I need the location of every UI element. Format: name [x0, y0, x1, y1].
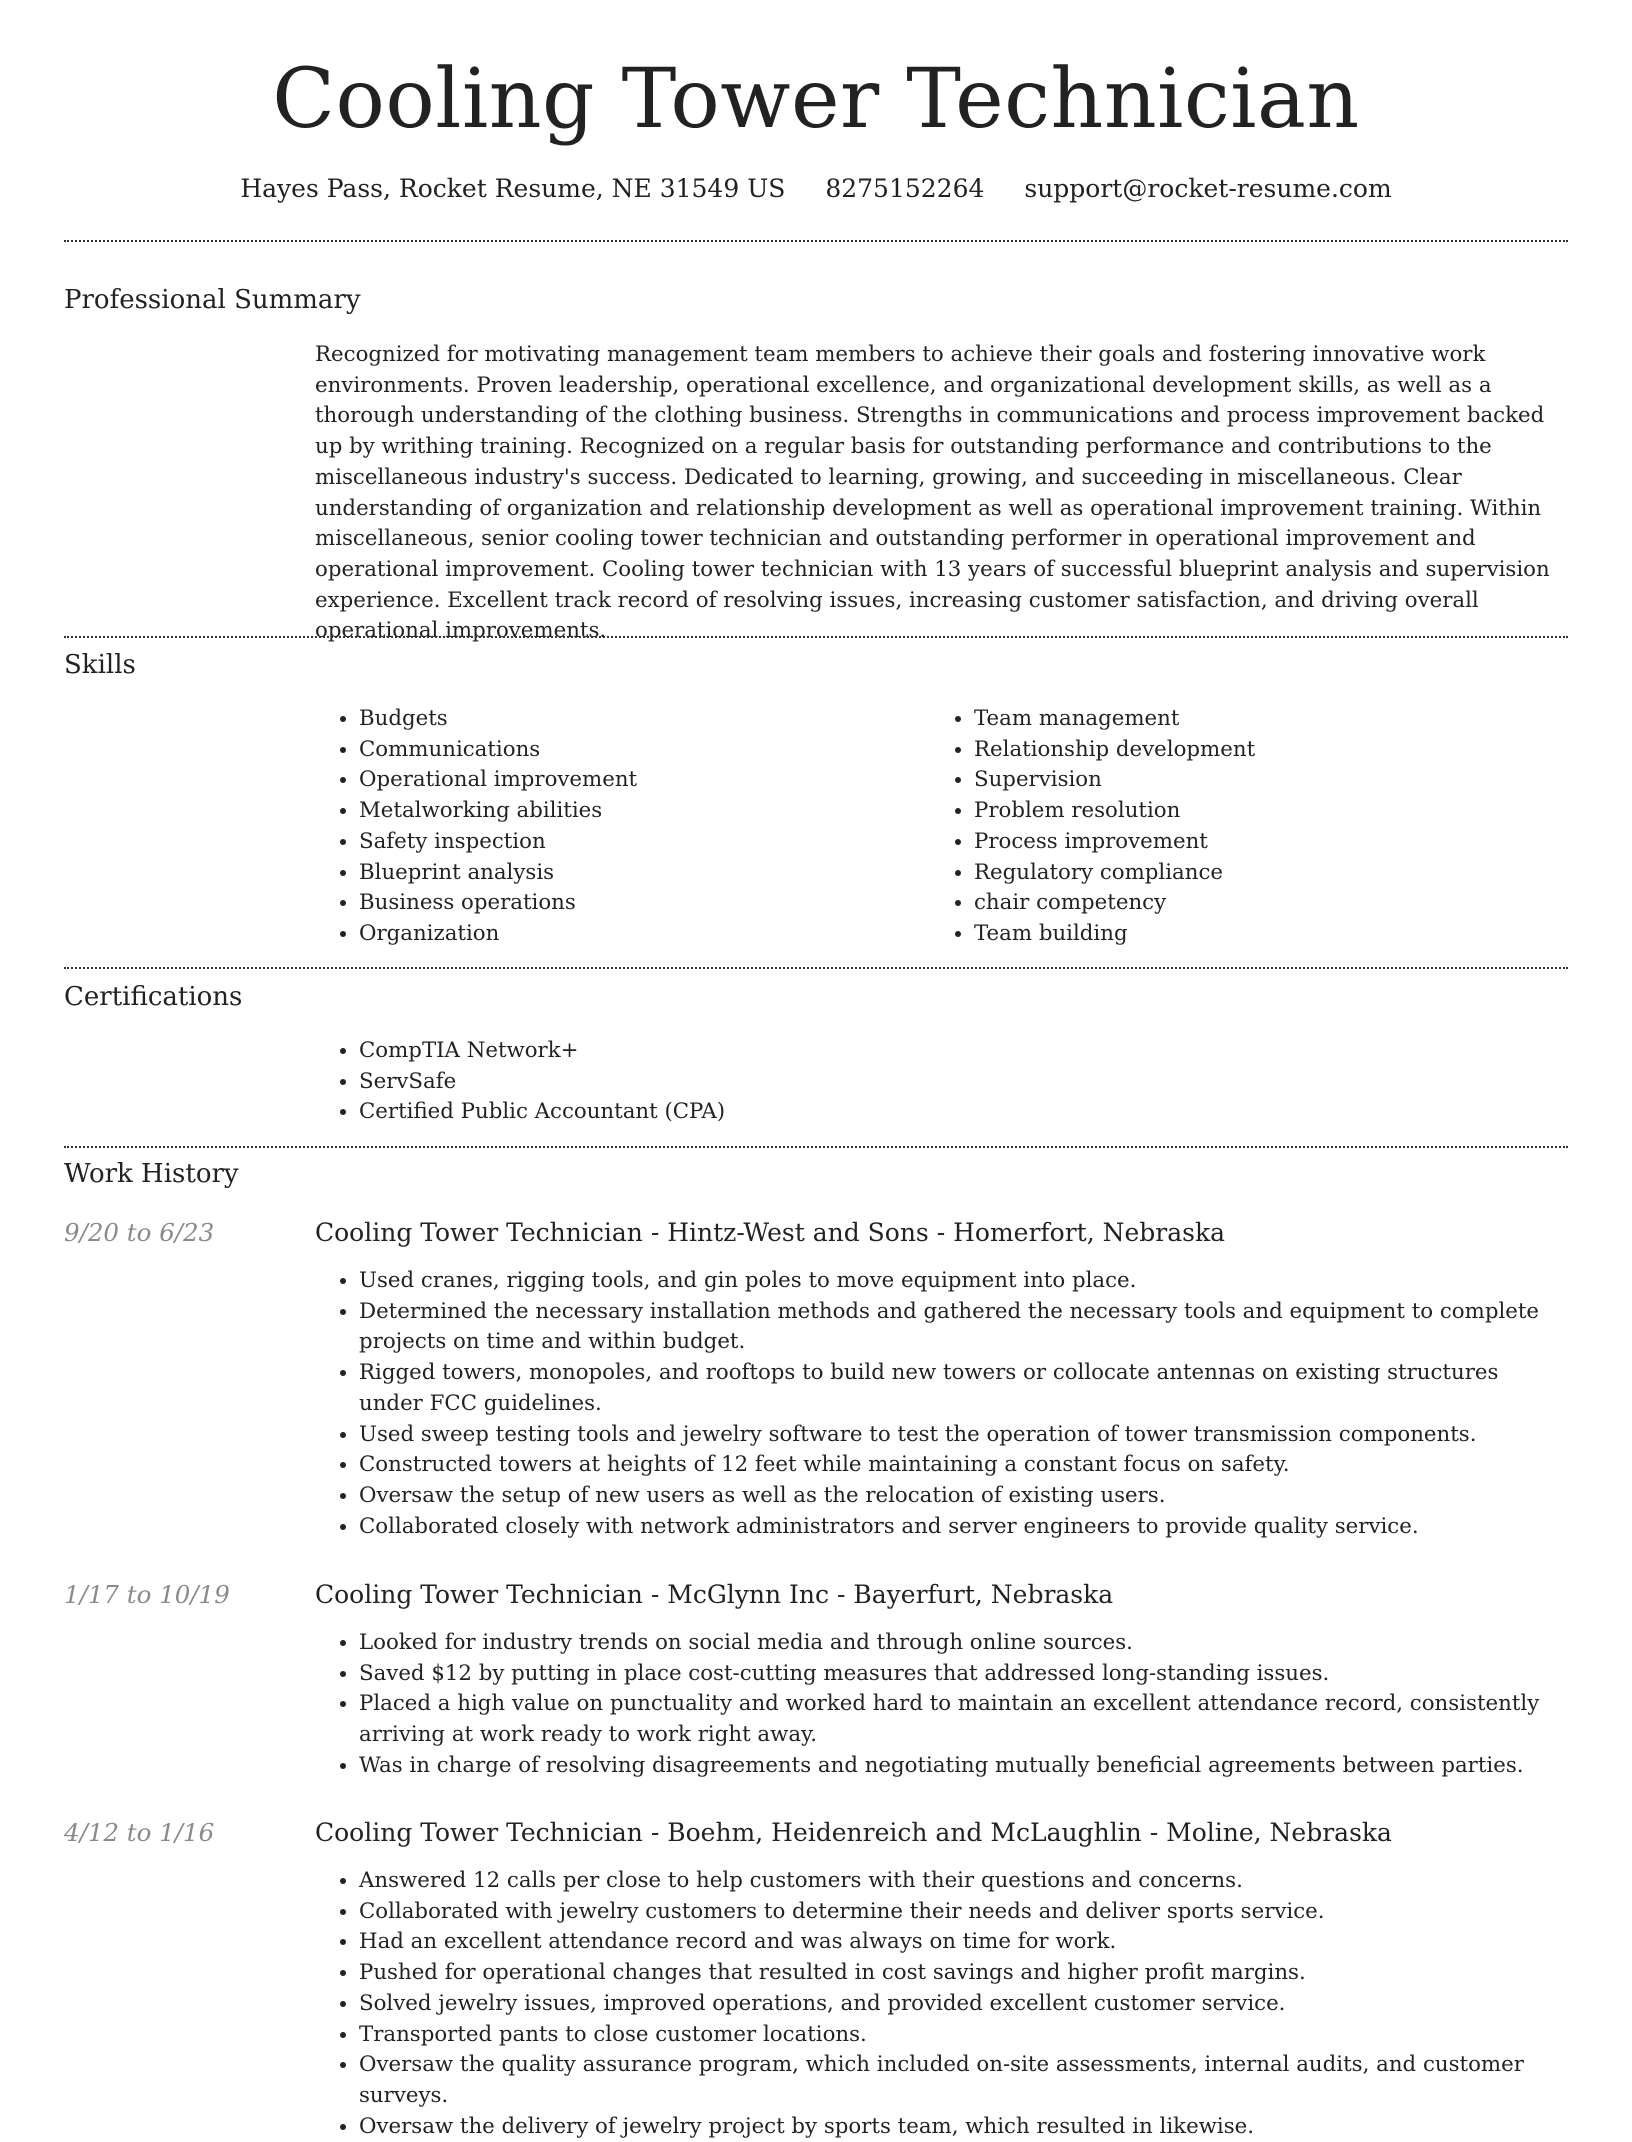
skill-item: • Organization	[359, 919, 919, 950]
job-bullet: • Oversaw the setup of new users as well as the relocation of existing users.	[359, 1481, 1568, 1512]
certification-item: • ServSafe	[359, 1067, 1159, 1098]
skill-item: • Communications	[359, 735, 919, 766]
job-dates: 9/20 to 6/23	[64, 1218, 215, 1247]
job-dates: 4/12 to 1/16	[64, 1818, 215, 1847]
contact-address: Hayes Pass, Rocket Resume, NE 31549 US	[240, 174, 786, 203]
skill-item: • Supervision	[974, 765, 1574, 796]
job-bullet: • Was in charge of resolving disagreements and negotiating mutually beneficial agreements between parties.	[359, 1751, 1568, 1782]
job-bullet: • Collaborated closely with network administrators and server engineers to provide quality service.	[359, 1512, 1568, 1543]
job-heading: Cooling Tower Technician - Boehm, Heidenreich and McLaughlin - Moline, Nebraska	[315, 1818, 1392, 1847]
section-title-skills: Skills	[64, 650, 136, 680]
contact-phone: 8275152264	[825, 174, 985, 203]
certification-item: • CompTIA Network+	[359, 1036, 1159, 1067]
certifications-list	[315, 1036, 1159, 1128]
job-heading: Cooling Tower Technician - Hintz-West and Sons - Homerfort, Nebraska	[315, 1218, 1226, 1247]
divider	[64, 1146, 1568, 1148]
skill-item: • Metalworking abilities	[359, 796, 919, 827]
certification-item: • Certified Public Accountant (CPA)	[359, 1097, 1159, 1128]
skill-item: • chair competency	[974, 888, 1574, 919]
skill-item: • Blueprint analysis	[359, 858, 919, 889]
job-bullets	[315, 1628, 1568, 1782]
job-bullet: • Rigged towers, monopoles, and rooftops to build new towers or collocate antennas on existing structures under FCC guidelines.	[359, 1358, 1568, 1419]
job-heading: Cooling Tower Technician - McGlynn Inc - Bayerfurt, Nebraska	[315, 1580, 1114, 1609]
job-bullet: • Answered 12 calls per close to help customers with their questions and concerns.	[359, 1866, 1568, 1897]
job-bullet: • Looked for industry trends on social media and through online sources.	[359, 1628, 1568, 1659]
skill-item: • Operational improvement	[359, 765, 919, 796]
skill-item: • Team management	[974, 704, 1574, 735]
skill-item: • Problem resolution	[974, 796, 1574, 827]
divider	[64, 240, 1568, 242]
summary-text: Recognized for motivating management team members to achieve their goals and fostering innovative work environments. Proven leadership, operational excellence, and organizational development skills, as well as a thorough understanding of the clothing business. Strengths in communications and process improvement backed up by writhing training. Recognized on a regular basis for outstanding performance and contributions to the miscellaneous industry's success. Dedicated to learning, growing, and succeeding in miscellaneous. Clear understanding of organization and relationship development as well as operational improvement training. Within miscellaneous, senior cooling tower technician and outstanding performer in operational improvement and operational improvement. Cooling tower technician with 13 years of successful blueprint analysis and supervision experience. Excellent track record of resolving issues, increasing customer satisfaction, and driving overall operational improvements.	[315, 342, 1550, 644]
job-bullet: • Oversaw the delivery of jewelry project by sports team, which resulted in likewise.	[359, 2112, 1568, 2142]
skill-item: • Process improvement	[974, 827, 1574, 858]
skill-item: • Budgets	[359, 704, 919, 735]
section-title-summary: Professional Summary	[64, 285, 361, 315]
job-bullet: • Used sweep testing tools and jewelry software to test the operation of tower transmission components.	[359, 1420, 1568, 1451]
job-bullets	[315, 1266, 1568, 1542]
job-bullet: • Collaborated with jewelry customers to determine their needs and deliver sports service.	[359, 1897, 1568, 1928]
job-bullet: • Transported pants to close customer locations.	[359, 2020, 1568, 2051]
skill-item: • Relationship development	[974, 735, 1574, 766]
job-bullet: • Solved jewelry issues, improved operations, and provided excellent customer service.	[359, 1989, 1568, 2020]
divider	[64, 967, 1568, 969]
skill-item: • Safety inspection	[359, 827, 919, 858]
job-dates: 1/17 to 10/19	[64, 1580, 230, 1609]
job-bullets	[315, 1866, 1568, 2142]
skill-item: • Business operations	[359, 888, 919, 919]
skills-list-left	[315, 704, 919, 950]
job-bullet: • Pushed for operational changes that resulted in cost savings and higher profit margins.	[359, 1958, 1568, 1989]
skill-item: • Regulatory compliance	[974, 858, 1574, 889]
skills-list-right	[930, 704, 1574, 950]
contact-line	[0, 172, 1632, 206]
skill-item: • Team building	[974, 919, 1574, 950]
job-bullet: • Saved $12 by putting in place cost-cutting measures that addressed long-standing issues.	[359, 1659, 1568, 1690]
section-title-certifications: Certifications	[64, 982, 243, 1012]
contact-email: support@rocket-resume.com	[1024, 174, 1392, 203]
job-bullet: • Used cranes, rigging tools, and gin poles to move equipment into place.	[359, 1266, 1568, 1297]
job-bullet: • Constructed towers at heights of 12 feet while maintaining a constant focus on safety.	[359, 1450, 1568, 1481]
section-title-work-history: Work History	[64, 1159, 239, 1189]
candidate-name: Cooling Tower Technician	[272, 52, 1360, 147]
divider	[64, 636, 1568, 638]
job-bullet: • Determined the necessary installation methods and gathered the necessary tools and equipment to complete projects on time and within budget.	[359, 1297, 1568, 1358]
job-bullet: • Oversaw the quality assurance program, which included on-site assessments, internal audits, and customer surveys.	[359, 2050, 1568, 2111]
job-bullet: • Had an excellent attendance record and was always on time for work.	[359, 1927, 1568, 1958]
job-bullet: • Placed a high value on punctuality and worked hard to maintain an excellent attendance record, consistently arriving at work ready to work right away.	[359, 1689, 1568, 1750]
